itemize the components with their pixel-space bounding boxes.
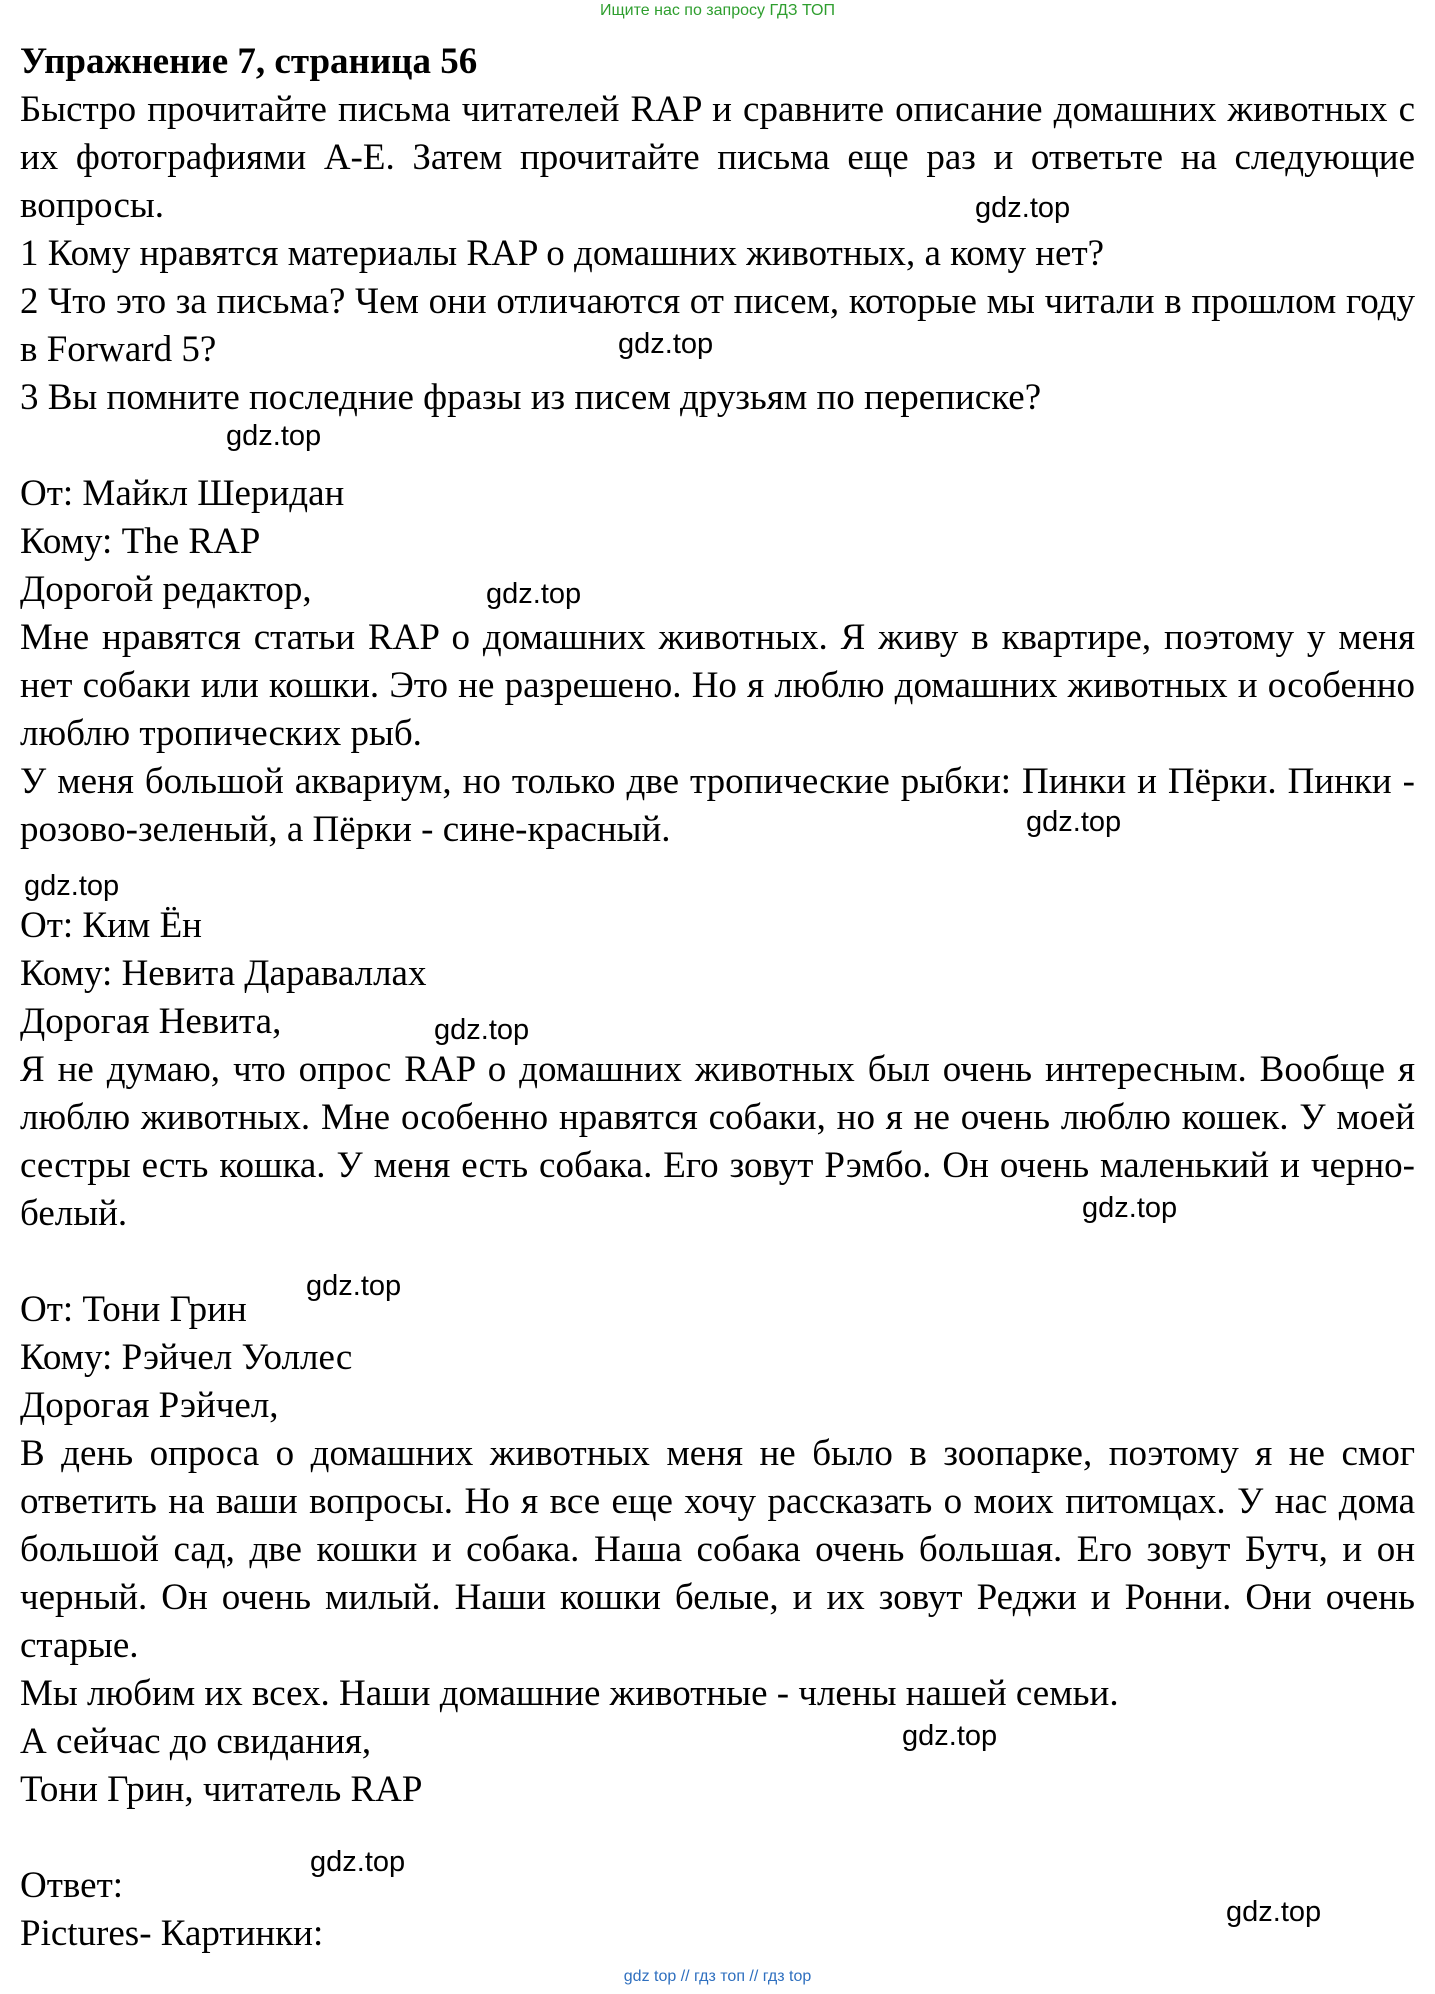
letter2-from: От: Ким Ён <box>20 905 202 946</box>
bottom-banner[interactable]: gdz top // гдз топ // гдз top <box>623 1968 812 1985</box>
letter3-greeting: Дорогая Рэйчел, <box>20 1385 279 1426</box>
watermark-text: gdz.top <box>1026 806 1122 838</box>
top-banner[interactable]: Ищите нас по запросу ГДЗ ТОП <box>600 2 835 19</box>
watermark-text: gdz.top <box>434 1014 530 1046</box>
letter3-body-1: В день опроса о домашних животных меня не было в зоопарке, поэтому я не смог ответить на ваши вопросы. Но я все еще хочу рассказать о моих питомцах. У нас дома большой сад, две кошки и собака. Наша собака очень большая. Его зовут Бутч, и он черный. Он очень милый. Наши кошки белые, и их зовут Реджи и Ронни. Они очень старые. <box>20 1433 1415 1666</box>
letter3-closing: А сейчас до свидания, <box>20 1721 372 1762</box>
watermark-text: gdz.top <box>1082 1192 1178 1224</box>
spacer <box>20 1238 1415 1286</box>
question-2: 2 Что это за письма? Чем они отличаются от писем, которые мы читали в прошлом году в Forward 5? <box>20 281 1415 370</box>
letter2-body: Я не думаю, что опрос RAP о домашних животных был очень интересным. Вообще я люблю животных. Мне особенно нравятся собаки, но я не очень люблю кошек. У моей сестры есть кошка. У меня есть собака. Его зовут Рэмбо. Он очень маленький и черно-белый. <box>20 1049 1415 1234</box>
watermark-text: gdz.top <box>618 328 714 360</box>
letter2-greeting: Дорогая Невита, <box>20 1001 282 1042</box>
letter1-greeting: Дорогой редактор, <box>20 569 312 610</box>
letter3-body-2: Мы любим их всех. Наши домашние животные - члены нашей семьи. <box>20 1673 1119 1714</box>
watermark-text: gdz.top <box>1226 1896 1322 1928</box>
watermark-text: gdz.top <box>902 1720 998 1752</box>
intro-text: Быстро прочитайте письма читателей RAP и сравните описание домашних животных с их фотографиями A-E. Затем прочитайте письма еще раз и ответьте на следующие вопросы. <box>20 89 1415 226</box>
answer-label: Ответ: <box>20 1865 124 1906</box>
letter1-to: Кому: The RAP <box>20 521 261 562</box>
spacer <box>20 854 1415 902</box>
letter1-body-2: У меня большой аквариум, но только две тропические рыбки: Пинки и Пёрки. Пинки - розово-зеленый, а Пёрки - сине-красный. <box>20 761 1415 850</box>
watermark-text: gdz.top <box>226 420 322 452</box>
pictures-label: Pictures- Картинки: <box>20 1913 324 1954</box>
watermark-text: gdz.top <box>486 578 582 610</box>
letter1-from: От: Майкл Шеридан <box>20 473 345 514</box>
question-3: 3 Вы помните последние фразы из писем друзьям по переписке? <box>20 377 1042 418</box>
letter3-to: Кому: Рэйчел Уоллес <box>20 1337 353 1378</box>
spacer <box>20 1814 1415 1862</box>
letter3-signature: Тони Грин, читатель RAP <box>20 1769 423 1810</box>
watermark-text: gdz.top <box>306 1270 402 1302</box>
letter2-to: Кому: Невита Дараваллах <box>20 953 427 994</box>
watermark-text: gdz.top <box>310 1846 406 1878</box>
watermark-text: gdz.top <box>975 192 1071 224</box>
document-content <box>20 38 1415 1958</box>
page-title: Упражнение 7, страница 56 <box>20 41 478 82</box>
question-1: 1 Кому нравятся материалы RAP о домашних животных, а кому нет? <box>20 233 1105 274</box>
watermark-text: gdz.top <box>24 870 120 902</box>
letter1-body-1: Мне нравятся статьи RAP о домашних животных. Я живу в квартире, поэтому у меня нет собаки или кошки. Это не разрешено. Но я люблю домашних животных и особенно люблю тропических рыб. <box>20 617 1415 754</box>
letter3-from: От: Тони Грин <box>20 1289 247 1330</box>
